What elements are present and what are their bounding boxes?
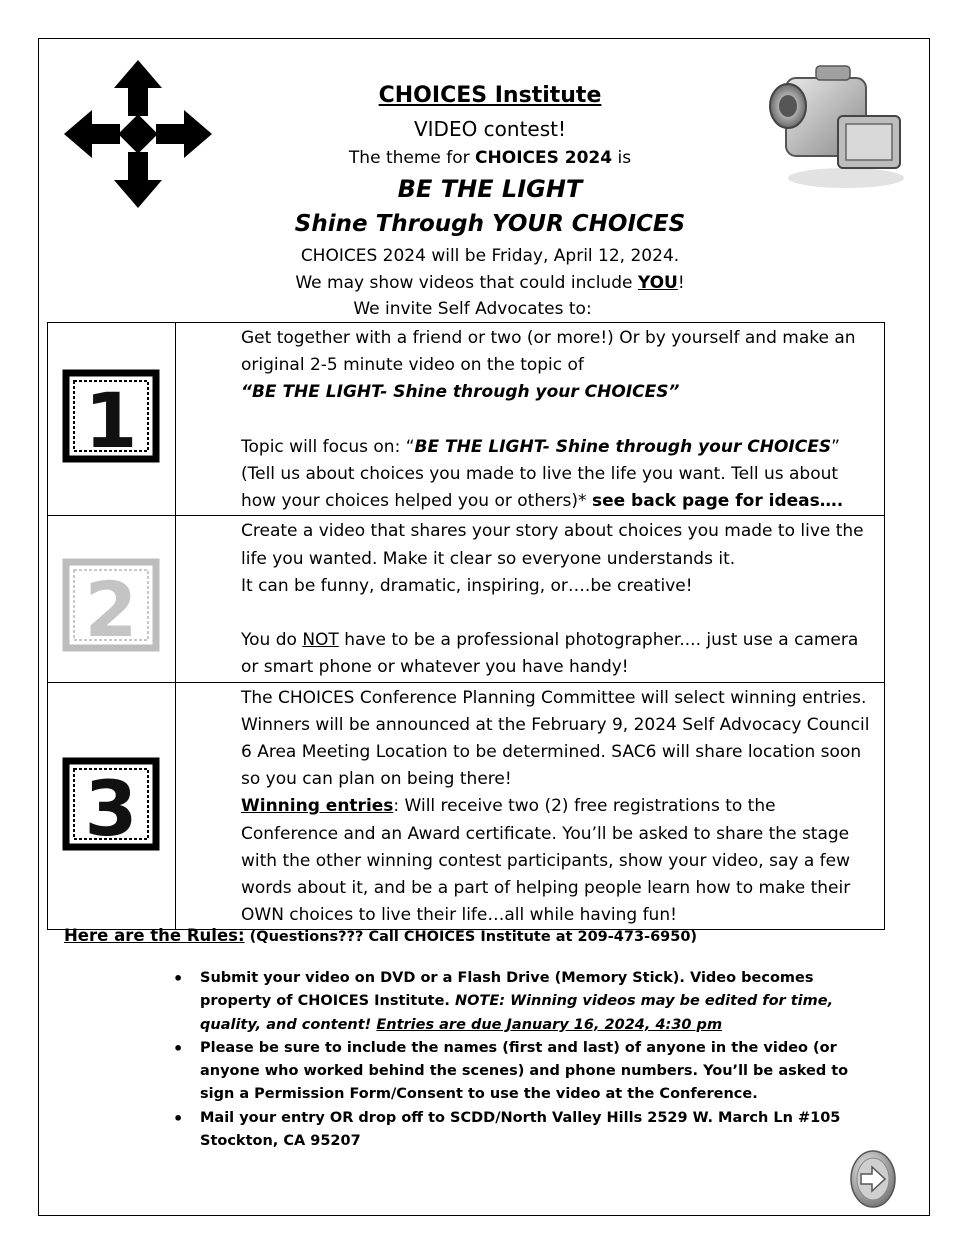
step1-back-page-note: see back page for ideas…. bbox=[591, 491, 844, 512]
page-title: CHOICES Institute bbox=[378, 83, 602, 108]
rule-1-text: Submit your video on DVD or a Flash Drive (Memory Stick). Video becomes property of CHOICES Institute. bbox=[200, 970, 814, 1010]
step2-para2: It can be funny, dramatic, inspiring, or….be creative! bbox=[241, 575, 693, 596]
step3-para1: The CHOICES Conference Planning Committee will select winning entries. Winners will be announced at the February 9, 2024 Self Advocacy Council 6 Area Meeting Location to be determined. SAC6 will share location soon so you can plan on being there! bbox=[241, 687, 870, 790]
number-three-icon bbox=[60, 755, 162, 853]
rule-2-text: Please be sure to include the names (first and last) of anyone in the video (or anyone who worked behind the scenes) and phone numbers. You’ll be asked to sign a Permission Form/Consent to use the video at the Conference. bbox=[200, 1039, 849, 1103]
rule-1-note: NOTE: Winning videos may be edited for time, quality, and content! bbox=[200, 993, 834, 1033]
step2-not: NOT bbox=[302, 630, 339, 651]
step3-para2-text: : Will receive two (2) free registrations to the Conference and an Award certificate. You’ll be asked to share the stage with the other winning contest participants, show your video, say a few words about it, and be a part of helping people learn how to make their OWN choices to live their life…all while having fun! bbox=[241, 796, 851, 926]
number-one-icon bbox=[60, 367, 162, 465]
invite-line: We invite Self Advocates to: bbox=[353, 299, 592, 319]
step1-detail-text: (Tell us about choices you made to live the life you want. Tell us about how your choices helped you or others)* bbox=[241, 464, 839, 512]
event-date: CHOICES 2024 will be Friday, April 12, 2024. bbox=[300, 246, 680, 266]
show-you: YOU bbox=[637, 273, 678, 293]
step-number-1: 1 bbox=[84, 376, 138, 465]
theme-prefix: The theme for bbox=[348, 148, 476, 168]
step3-para2 bbox=[241, 793, 874, 929]
rule-1-deadline: Entries are due January 16, 2024, 4:30 pm bbox=[376, 1016, 723, 1033]
rules-heading bbox=[64, 926, 697, 945]
page-subtitle: VIDEO contest! bbox=[413, 117, 567, 141]
step1-focus-prefix: Topic will focus on: “ bbox=[241, 436, 415, 457]
step-number-2: 2 bbox=[84, 565, 138, 655]
rule-item-2 bbox=[170, 1037, 860, 1107]
step-number-cell-2 bbox=[48, 516, 176, 682]
step1-detail bbox=[241, 461, 874, 515]
step2-para3-prefix: You do bbox=[241, 630, 303, 651]
number-two-icon bbox=[60, 556, 162, 654]
show-suffix: ! bbox=[677, 273, 685, 293]
steps-table bbox=[47, 322, 885, 930]
step-row-3 bbox=[48, 682, 885, 930]
step2-para1: Create a video that shares your story about choices you made to live the life you wanted. Make it clear so everyone understands it. bbox=[241, 521, 864, 569]
theme-intro bbox=[200, 148, 780, 168]
step-number-3: 3 bbox=[84, 763, 138, 853]
step-text-cell-3 bbox=[176, 682, 885, 930]
step-number-cell-3 bbox=[48, 682, 176, 930]
step1-topic: “BE THE LIGHT- Shine through your CHOICES” bbox=[241, 382, 680, 403]
show-line bbox=[200, 273, 780, 293]
rule-item-3 bbox=[170, 1107, 860, 1154]
step-row-1 bbox=[48, 323, 885, 516]
step2-para3-suffix: have to be a professional photographer.... just use a camera or smart phone or whatever you have handy! bbox=[241, 630, 859, 678]
theme-line-2: Shine Through YOUR CHOICES bbox=[294, 211, 686, 237]
theme-line-1: BE THE LIGHT bbox=[397, 175, 583, 203]
step-row-2 bbox=[48, 516, 885, 682]
rules-list bbox=[170, 967, 860, 1153]
rules-title: Here are the Rules: bbox=[64, 926, 245, 945]
rule-3-text: Mail your entry OR drop off to SCDD/North Valley Hills 2529 W. March Ln #105 Stockton, CA 95207 bbox=[200, 1109, 841, 1150]
step2-para3 bbox=[241, 627, 874, 681]
next-page-button[interactable] bbox=[848, 1148, 898, 1210]
step-text-cell-2 bbox=[176, 516, 885, 682]
rules-contact: (Questions??? Call CHOICES Institute at 209-473-6950) bbox=[244, 929, 698, 945]
show-prefix: We may show videos that could include bbox=[295, 273, 638, 293]
step-number-cell-1 bbox=[48, 323, 176, 516]
theme-name: CHOICES 2024 bbox=[475, 148, 613, 168]
theme-suffix: is bbox=[612, 148, 632, 168]
step3-winning-label: Winning entries bbox=[241, 796, 394, 817]
step1-intro: Get together with a friend or two (or more!) Or by yourself and make an original 2-5 minute video on the topic of bbox=[241, 328, 856, 376]
step1-focus-topic: BE THE LIGHT- Shine through your CHOICES bbox=[414, 436, 832, 457]
four-way-arrows-icon bbox=[62, 58, 214, 210]
video-camera-icon bbox=[766, 60, 906, 195]
step1-focus bbox=[241, 434, 874, 461]
step-text-cell-1 bbox=[176, 323, 885, 516]
step1-focus-suffix: ” bbox=[831, 436, 840, 457]
rule-item-1 bbox=[170, 967, 860, 1037]
